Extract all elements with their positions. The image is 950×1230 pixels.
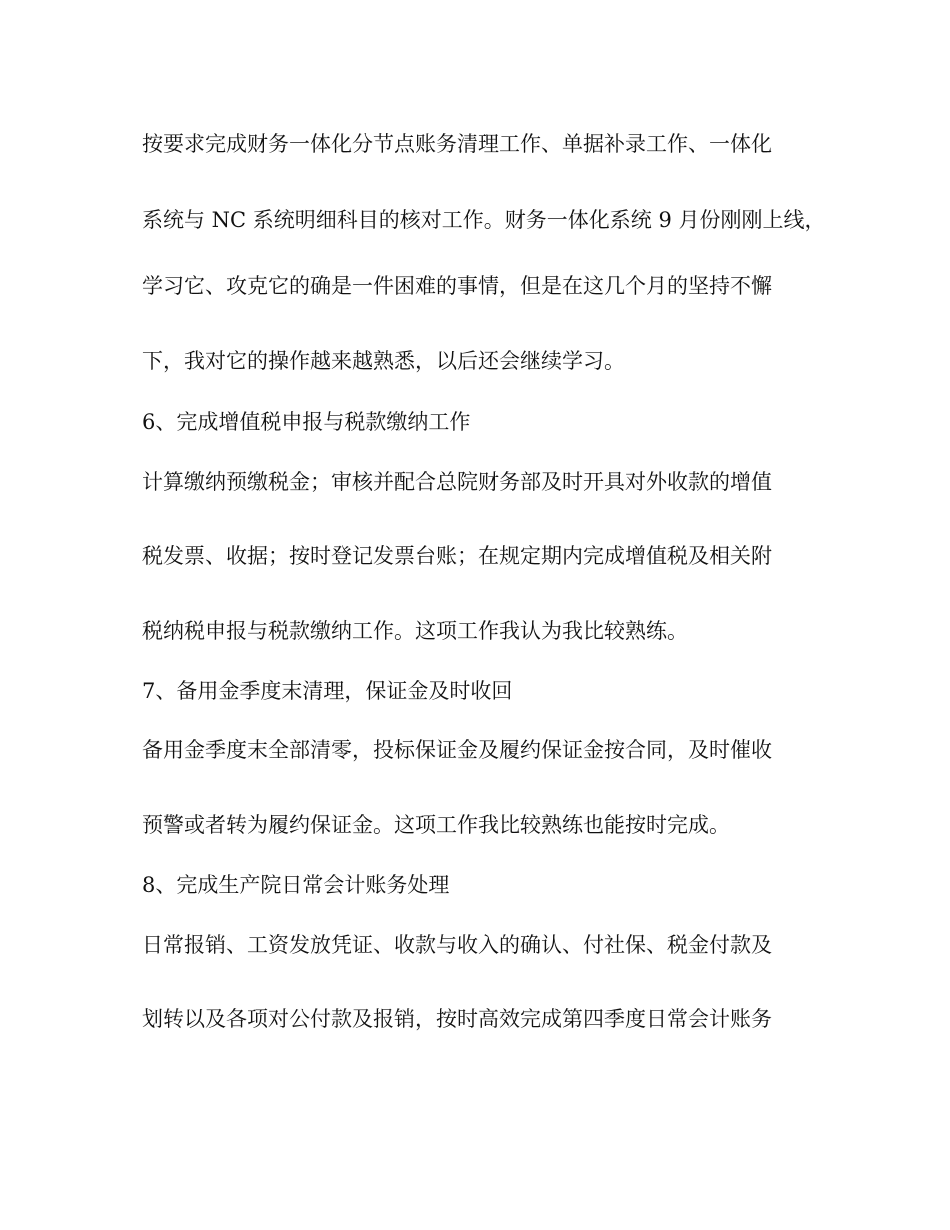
paragraph-line: 按要求完成财务一体化分节点账务清理工作、单据补录工作、一体化: [142, 132, 772, 156]
paragraph-line: 备用金季度末全部清零，投标保证金及履约保证金按合同，及时催收: [142, 738, 772, 762]
paragraph-line: 税纳税申报与税款缴纳工作。这项工作我认为我比较熟练。: [142, 619, 688, 643]
section-heading: 6、完成增值税申报与税款缴纳工作: [142, 410, 471, 434]
section-heading: 7、备用金季度末清理，保证金及时收回: [142, 679, 513, 703]
paragraph-line: 预警或者转为履约保证金。这项工作我比较熟练也能按时完成。: [142, 813, 730, 837]
paragraph-line: 学习它、攻克它的确是一件困难的事情，但是在这几个月的坚持不懈: [142, 274, 772, 298]
paragraph-line: 下，我对它的操作越来越熟悉，以后还会继续学习。: [142, 349, 625, 373]
paragraph-line: 系统与 NC 系统明细科目的核对工作。财务一体化系统 9 月份刚刚上线，: [142, 208, 826, 232]
paragraph-line: 计算缴纳预缴税金；审核并配合总院财务部及时开具对外收款的增值: [142, 470, 772, 494]
paragraph-line: 划转以及各项对公付款及报销，按时高效完成第四季度日常会计账务: [142, 1007, 772, 1031]
paragraph-line: 税发票、收据；按时登记发票台账；在规定期内完成增值税及相关附: [142, 544, 772, 568]
paragraph-line: 日常报销、工资发放凭证、收款与收入的确认、付社保、税金付款及: [142, 933, 772, 957]
section-heading: 8、完成生产院日常会计账务处理: [142, 873, 450, 897]
